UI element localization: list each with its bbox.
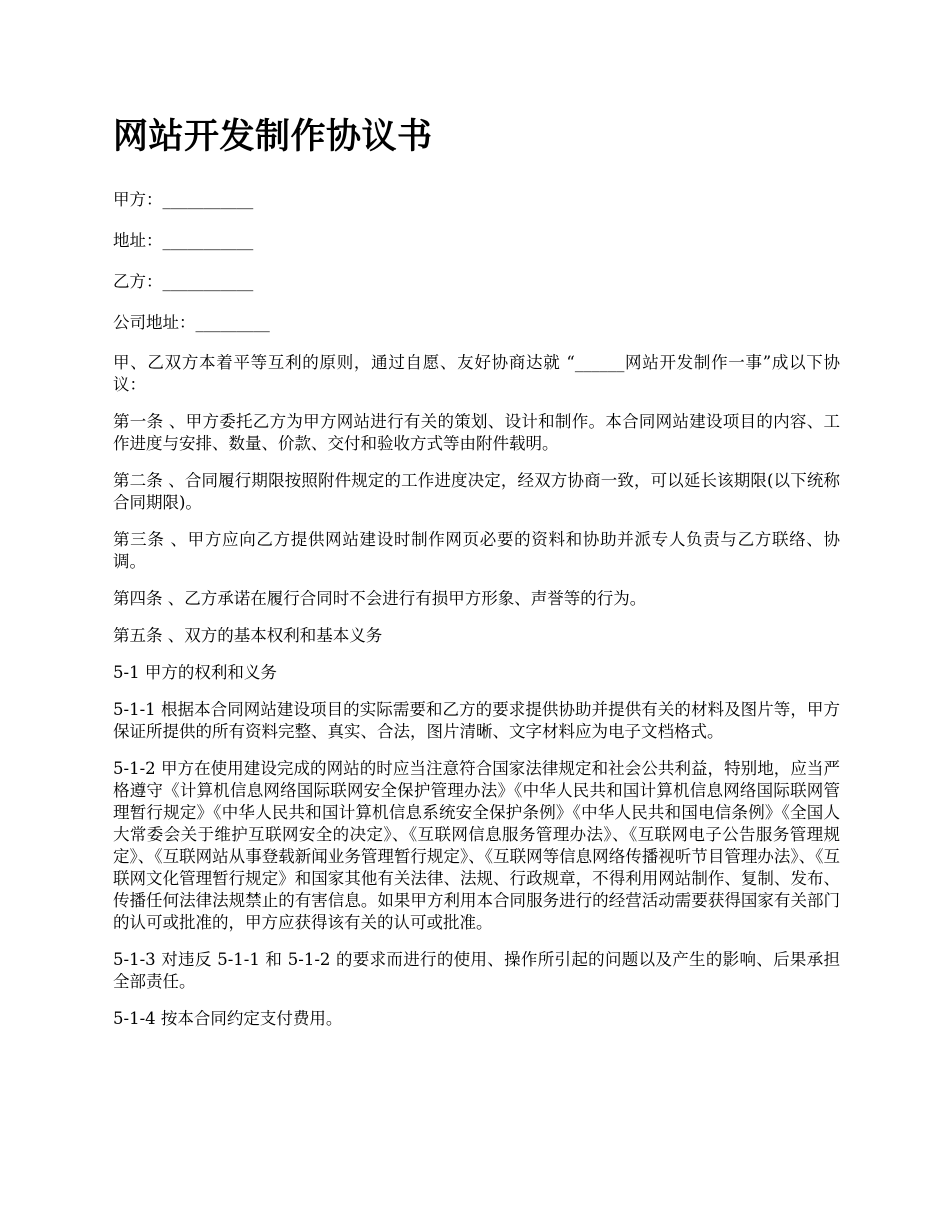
party-a-field: 甲方：___________ <box>113 190 254 209</box>
clause-5-1-4-paragraph: 5-1-4 按本合同约定支付费用。 <box>113 1009 343 1028</box>
clause-5-1-3-paragraph: 5-1-3 对违反 5-1-1 和 5-1-2 的要求而进行的使用、操作所引起的问题以及产生的影响、后果承担全部责任。 <box>113 950 840 991</box>
article-5-heading: 第五条 、双方的基本权利和基本义务 <box>113 626 383 645</box>
clause-5-1-1-paragraph: 5-1-1 根据本合同网站建设项目的实际需要和乙方的要求提供协助并提供有关的材料及图片等，甲方保证所提供的所有资料完整、真实、合法，图片清晰、文字材料应为电子文档格式。 <box>113 700 840 741</box>
preamble-paragraph: 甲、乙双方本着平等互利的原则，通过自愿、友好协商达就 “______网站开发制作一事”成以下协议： <box>113 353 840 394</box>
document-page <box>113 112 840 1045</box>
article-3-paragraph: 第三条 、甲方应向乙方提供网站建设时制作网页必要的资料和协助并派专人负责与乙方联络、协调。 <box>113 530 840 571</box>
document-title: 网站开发制作协议书 <box>113 116 433 157</box>
clause-5-1-2-paragraph: 5-1-2 甲方在使用建设完成的网站的时应当注意符合国家法律规定和社会公共利益，特别地，应当严格遵守《计算机信息网络国际联网安全保护管理办法》《中华人民共和国计算机信息网络国际联网管理暂行规定》《中华人民共和国计算机信息系统安全保护条例》《中华人民共和国电信条例》《全国人大常委会关于维护互联网安全的决定》、《互联网信息服务管理办法》、《互联网电子公告服务管理规定》、《互联网站从事登载新闻业务管理暂行规定》、《互联网等信息网络传播视听节目管理办法》、《互联网文化管理暂行规定》和国家其他有关法律、法规、行政规章，不得利用网站制作、复制、发布、传播任何法律法规禁止的有害信息。如果甲方利用本合同服务进行的经营活动需要获得国家有关部门的认可或批准的，甲方应获得该有关的认可或批准。 <box>113 759 840 932</box>
company-address-field: 公司地址：_________ <box>113 313 270 332</box>
address-field: 地址：___________ <box>113 231 254 250</box>
article-1-paragraph: 第一条 、甲方委托乙方为甲方网站进行有关的策划、设计和制作。本合同网站建设项目的内容、工作进度与安排、数量、价款、交付和验收方式等由附件载明。 <box>113 412 840 453</box>
article-4-paragraph: 第四条 、乙方承诺在履行合同时不会进行有损甲方形象、声誉等的行为。 <box>113 589 647 608</box>
clause-5-1-heading: 5-1 甲方的权利和义务 <box>113 663 277 682</box>
article-2-paragraph: 第二条 、合同履行期限按照附件规定的工作进度决定，经双方协商一致，可以延长该期限(以下统称合同期限)。 <box>113 471 840 512</box>
party-b-field: 乙方：___________ <box>113 272 254 291</box>
